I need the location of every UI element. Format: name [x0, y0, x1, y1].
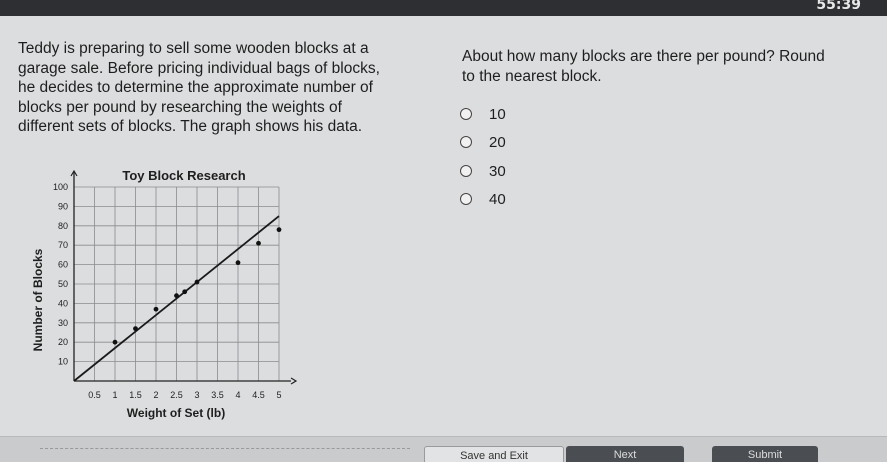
data-point [277, 227, 282, 232]
radio-button[interactable] [460, 193, 472, 205]
passage-line: different sets of blocks. The graph shows his data. [18, 118, 363, 135]
option-label: 30 [489, 162, 506, 180]
save-and-exit-button[interactable]: Save and Exit [424, 446, 564, 462]
divider [40, 448, 410, 449]
answer-option-10[interactable] [460, 103, 580, 125]
x-tick-label: 4 [235, 390, 241, 400]
radio-button[interactable] [460, 136, 472, 148]
x-tick-label: 1.5 [129, 390, 142, 400]
option-label: 10 [489, 105, 506, 123]
x-tick-label: 4.5 [252, 390, 265, 400]
question-line: to the nearest block. [462, 67, 602, 85]
timer: 55:39 [816, 0, 861, 13]
question-line: About how many blocks are there per pound? Round [462, 48, 825, 65]
passage-line: he decides to determine the approximate number of [18, 79, 373, 96]
passage-line: blocks per pound by researching the weights of [18, 98, 342, 116]
radio-button[interactable] [460, 165, 472, 177]
option-label: 40 [489, 190, 506, 208]
y-tick-label: 40 [57, 298, 68, 309]
x-tick-label: 2.5 [170, 390, 183, 400]
y-tick-label: 60 [57, 259, 68, 270]
radio-button[interactable] [460, 108, 472, 120]
data-point [236, 260, 241, 265]
answer-option-20[interactable] [460, 131, 580, 153]
scatter-chart [26, 160, 301, 425]
x-tick-label: 3.5 [211, 390, 224, 400]
chart-title: Toy Block Research [122, 168, 246, 183]
top-bar [0, 0, 887, 16]
data-point [182, 289, 187, 294]
data-point [113, 340, 118, 345]
footer-bar [0, 436, 887, 462]
x-tick-label: 1 [112, 390, 118, 400]
y-tick-label: 80 [57, 220, 68, 231]
data-point [195, 280, 200, 285]
x-tick-label: 3 [194, 390, 200, 400]
passage-line: garage sale. Before pricing individual bags of blocks, [18, 59, 380, 77]
y-tick-label: 70 [57, 240, 68, 251]
data-point [256, 241, 261, 246]
data-point [133, 326, 138, 331]
passage-line: Teddy is preparing to sell some wooden blocks at a [18, 40, 369, 57]
passage [18, 39, 438, 137]
y-tick-label: 90 [57, 201, 68, 212]
x-tick-label: 0.5 [88, 390, 101, 400]
data-point [154, 307, 159, 312]
y-tick-label: 20 [57, 337, 68, 348]
answer-option-30[interactable] [460, 160, 580, 182]
next-button[interactable]: Next [566, 446, 684, 462]
x-axis-arrow [291, 378, 296, 384]
y-tick-label: 30 [57, 317, 68, 328]
x-axis-label: Weight of Set (lb) [126, 406, 226, 420]
y-tick-label: 50 [57, 279, 68, 289]
question-prompt [462, 47, 862, 86]
y-tick-label: 10 [57, 356, 68, 367]
option-label: 20 [489, 133, 506, 151]
submit-button[interactable]: Submit [712, 446, 818, 462]
x-tick-label: 2 [153, 390, 159, 400]
chart-svg [26, 160, 301, 425]
x-tick-label: 5 [276, 390, 282, 400]
y-axis-label: Number of Blocks [31, 248, 45, 352]
data-point [174, 293, 179, 298]
answer-option-40[interactable] [460, 188, 580, 210]
y-tick-label: 100 [52, 182, 68, 192]
